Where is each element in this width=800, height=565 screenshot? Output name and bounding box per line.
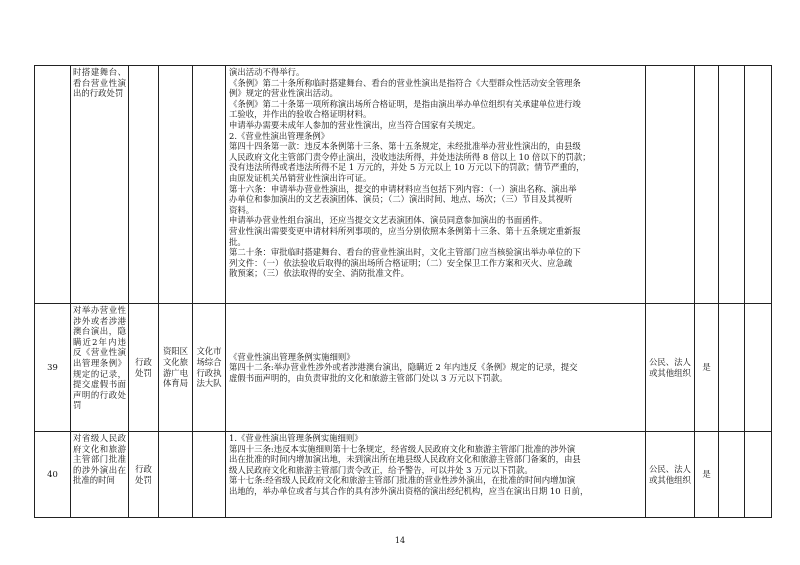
legal-basis-line: 例》规定的营业性演出活动。 (229, 88, 338, 99)
item-name: 对省级人民政府文化和旅游主管部门批准的涉外演出在批准的时间 (71, 432, 129, 518)
empty-cell (745, 304, 772, 432)
table-row (35, 66, 772, 304)
item-name: 对举办营业性涉外或者涉港澳台演出，隐瞒近2年内违反《营业性演出管理条例》规定的记录，提交虚假书面声明的行政处罚 (71, 304, 129, 432)
legal-basis-line: 第四十四条第一款：违反本条例第十三条、第十五条规定，未经批准举办营业性演出的，由县级 (229, 141, 581, 152)
item-category: 行政处罚 (129, 432, 159, 518)
item-category (129, 66, 159, 304)
legal-basis-line: 2.《营业性演出管理条例》 (229, 130, 330, 141)
legal-basis-line: 《营业性演出管理条例实施细则》 (229, 351, 355, 362)
legal-basis-line: 第十七条:经省级人民政府文化和旅游主管部门批准的营业性涉外演出，在批准的时间内增加演 (229, 475, 576, 486)
legal-basis-line: 出地的，举办单位或者与其合作的具有涉外演出资格的演出经纪机构，应当在演出日期 10 日前， (229, 485, 589, 496)
empty-cell (719, 66, 745, 304)
status-mark: 是 (695, 304, 719, 432)
legal-basis-line: 散预案；（三）依法取得的安全、消防批准文件。 (229, 268, 410, 279)
legal-basis-line: 第四十二条:举办营业性涉外或者涉港澳台演出，隐瞒近 2 年内违反《条例》规定的记录，提交 (229, 362, 578, 373)
legal-basis-line: 《条例》第二十条所称临时搭建舞台、看台的营业性演出是指符合《大型群众性活动安全管理条 (229, 77, 581, 88)
enforcement-agency (193, 432, 226, 518)
responsible-department (159, 66, 193, 304)
table-row (35, 432, 772, 518)
legal-basis-line: 办单位和参加演出的文艺表演团体、演员；（二）演出时间、地点、场次；（三）节目及其视听 (229, 194, 573, 205)
enforcement-agency: 文化市场综合行政执法大队 (193, 304, 226, 432)
legal-basis (226, 432, 646, 518)
item-category: 行政处罚 (129, 304, 159, 432)
legal-basis-line: 人民政府文化主管部门责令停止演出，没收违法所得，并处违法所得 8 倍以上 10 倍以下的罚款； (229, 151, 591, 162)
empty-cell (719, 432, 745, 518)
responsible-department: 资阳区文化旅游广电体育局 (159, 304, 193, 432)
table-row (35, 304, 772, 432)
legal-basis (226, 304, 646, 432)
page-number: 14 (394, 536, 406, 545)
legal-basis-line: 申请举办需要未成年人参加的营业性演出，应当符合国家有关规定。 (229, 119, 481, 130)
row-number: 39 (35, 304, 71, 432)
legal-basis-line: 出在批准的时间内增加演出地，未到演出所在地县级人民政府文化和旅游主管部门备案的，由县 (229, 454, 581, 465)
legal-basis-line: 第十六条：申请举办营业性演出，提交的申请材料应当包括下列内容：（一）演出名称、演出举 (229, 183, 577, 194)
legal-basis-line: 批。 (229, 236, 246, 247)
legal-basis-line: 《条例》第二十条第一项所称演出场所合格证明，是指由演出举办单位组织有关承建单位进行竣 (229, 98, 581, 109)
legal-basis-line: 第四十三条:违反本实施细则第十七条规定，经省级人民政府文化和旅游主管部门批准的涉外演 (229, 443, 576, 454)
empty-cell (745, 432, 772, 518)
responsible-department (159, 432, 193, 518)
legal-basis-line: 级人民政府文化和旅游主管部门责令改正，给予警告，可以并处 3 万元以下罚款。 (229, 464, 533, 475)
regulation-table (34, 65, 772, 518)
status-mark: 是 (695, 432, 719, 518)
applicable-subject: 公民、法人或其他组织 (646, 304, 695, 432)
applicable-subject: 公民、法人或其他组织 (646, 432, 695, 518)
item-name: 时搭建舞台、看台营业性演出的行政处罚 (71, 66, 129, 304)
row-number: 40 (35, 432, 71, 518)
legal-basis-line: 营业性演出需要变更申请材料所列事项的，应当分别依照本条例第十三条、第十五条规定重新报 (229, 225, 581, 236)
legal-basis-line: 演出活动不得举行。 (229, 67, 305, 77)
applicable-subject (646, 66, 695, 304)
empty-cell (719, 304, 745, 432)
legal-basis-line: 工验收，并作出的验收合格证明材料。 (229, 109, 372, 120)
legal-basis-line: 资料。 (229, 204, 255, 215)
legal-basis-line: 1.《营业性演出管理条例实施细则》 (229, 433, 363, 443)
legal-basis (226, 66, 646, 304)
row-number (35, 66, 71, 304)
legal-basis-line: 虚假书面声明的，由负责审批的文化和旅游主管部门处以 3 万元以下罚款。 (229, 372, 508, 383)
legal-basis-line: 申请举办营业性组台演出，还应当提交文艺表演团体、演员同意参加演出的书面函件。 (229, 215, 548, 226)
legal-basis-line: 第二十条：审批临时搭建舞台、看台的营业性演出时，文化主管部门应当核验演出举办单位的下 (229, 247, 581, 258)
legal-basis-line: 列文件：（一）依法验收后取得的演出场所合格证明；（二）安全保卫工作方案和灭火、应急疏 (229, 257, 573, 268)
empty-cell (745, 66, 772, 304)
legal-basis-line: 没有违法所得或者违法所得不足 1 万元的，并处 5 万元以上 10 万元以下的罚款；情节严重的， (229, 162, 585, 173)
enforcement-agency (193, 66, 226, 304)
legal-basis-line: 由原发证机关吊销营业性演出许可证。 (229, 172, 372, 183)
status-mark (695, 66, 719, 304)
